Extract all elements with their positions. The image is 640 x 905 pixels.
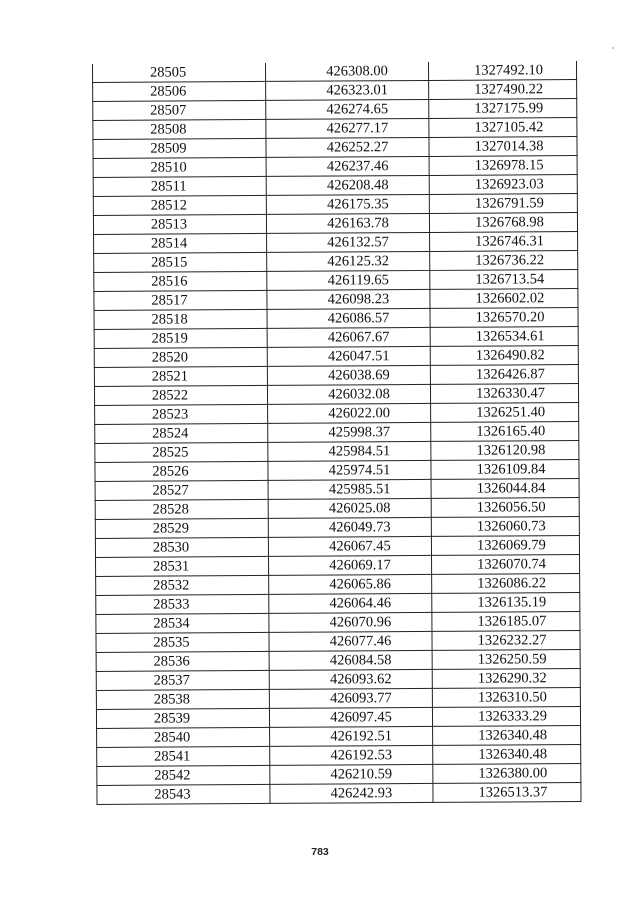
table-row	[93, 156, 577, 178]
table-row	[94, 365, 578, 387]
table-row	[97, 726, 581, 748]
x-coordinate-cell: 426242.93	[270, 784, 433, 804]
coordinate-table-body	[92, 61, 581, 805]
point-id-cell: 28510	[93, 158, 266, 178]
y-coordinate-cell: 1326135.19	[432, 593, 580, 613]
point-id-cell: 28525	[95, 443, 268, 463]
x-coordinate-cell: 426323.01	[266, 81, 429, 101]
y-coordinate-cell: 1326165.40	[431, 422, 579, 442]
x-coordinate-cell: 426175.35	[266, 195, 429, 215]
x-coordinate-cell: 426125.32	[267, 252, 430, 272]
point-id-cell: 28518	[94, 310, 267, 330]
point-id-cell: 28542	[97, 766, 270, 786]
y-coordinate-cell: 1326380.00	[433, 764, 581, 784]
table-row	[96, 669, 580, 691]
y-coordinate-cell: 1326109.84	[431, 460, 579, 480]
y-coordinate-cell: 1326290.32	[432, 669, 580, 689]
x-coordinate-cell: 426038.69	[267, 366, 430, 386]
y-coordinate-cell: 1326060.73	[431, 517, 579, 537]
x-coordinate-cell: 426132.57	[267, 233, 430, 253]
point-id-cell: 28512	[93, 196, 266, 216]
table-row	[95, 498, 579, 520]
x-coordinate-cell: 426097.45	[269, 708, 432, 728]
table-row	[93, 99, 577, 121]
x-coordinate-cell: 426065.86	[269, 575, 432, 595]
x-coordinate-cell: 426192.51	[270, 727, 433, 747]
point-id-cell: 28506	[93, 82, 266, 102]
table-row	[94, 251, 578, 273]
y-coordinate-cell: 1327175.99	[429, 99, 577, 119]
table-row	[97, 764, 581, 786]
y-coordinate-cell: 1326768.98	[429, 213, 577, 233]
point-id-cell: 28523	[95, 405, 268, 425]
point-id-cell: 28524	[95, 424, 268, 444]
table-row	[96, 631, 580, 653]
y-coordinate-cell: 1326070.74	[432, 555, 580, 575]
point-id-cell: 28513	[93, 215, 266, 235]
y-coordinate-cell: 1326250.59	[432, 650, 580, 670]
table-row	[96, 574, 580, 596]
x-coordinate-cell: 425984.51	[268, 442, 431, 462]
x-coordinate-cell: 426022.00	[268, 404, 431, 424]
table-row	[93, 118, 577, 140]
y-coordinate-cell: 1327492.10	[428, 61, 576, 81]
point-id-cell: 28516	[94, 272, 267, 292]
table-row	[93, 213, 577, 235]
y-coordinate-cell: 1326791.59	[429, 194, 577, 214]
x-coordinate-cell: 426025.08	[268, 499, 431, 519]
point-id-cell: 28540	[97, 728, 270, 748]
point-id-cell: 28530	[95, 538, 268, 558]
x-coordinate-cell: 426049.73	[268, 518, 431, 538]
point-id-cell: 28533	[96, 595, 269, 615]
point-id-cell: 28532	[96, 576, 269, 596]
x-coordinate-cell: 426093.77	[269, 689, 432, 709]
table-row	[93, 80, 577, 102]
x-coordinate-cell: 426277.17	[266, 119, 429, 139]
point-id-cell: 28527	[95, 481, 268, 501]
point-id-cell: 28536	[96, 652, 269, 672]
table-row	[94, 270, 578, 292]
table-row	[92, 61, 576, 83]
y-coordinate-cell: 1326602.02	[430, 289, 578, 309]
y-coordinate-cell: 1326232.27	[432, 631, 580, 651]
y-coordinate-cell: 1326340.48	[433, 726, 581, 746]
point-id-cell: 28531	[96, 557, 269, 577]
y-coordinate-cell: 1326120.98	[431, 441, 579, 461]
table-row	[97, 745, 581, 767]
x-coordinate-cell: 426252.27	[266, 138, 429, 158]
point-id-cell: 28538	[96, 690, 269, 710]
y-coordinate-cell: 1326044.84	[431, 479, 579, 499]
table-row	[94, 346, 578, 368]
y-coordinate-cell: 1326490.82	[430, 346, 578, 366]
x-coordinate-cell: 426064.46	[269, 594, 432, 614]
table-row	[95, 403, 579, 425]
y-coordinate-cell: 1326330.47	[430, 384, 578, 404]
table-row	[94, 327, 578, 349]
table-row	[93, 194, 577, 216]
y-coordinate-cell: 1326736.22	[430, 251, 578, 271]
point-id-cell: 28535	[96, 633, 269, 653]
x-coordinate-cell: 426086.57	[267, 309, 430, 329]
table-row	[94, 384, 578, 406]
table-row	[97, 783, 581, 805]
table-row	[96, 688, 580, 710]
y-coordinate-cell: 1326746.31	[430, 232, 578, 252]
table-row	[96, 555, 580, 577]
point-id-cell: 28526	[95, 462, 268, 482]
point-id-cell: 28529	[95, 519, 268, 539]
x-coordinate-cell: 426308.00	[265, 62, 428, 82]
point-id-cell: 28514	[94, 234, 267, 254]
y-coordinate-cell: 1326069.79	[431, 536, 579, 556]
x-coordinate-cell: 426067.45	[268, 537, 431, 557]
y-coordinate-cell: 1326713.54	[430, 270, 578, 290]
point-id-cell: 28534	[96, 614, 269, 634]
scan-speck	[612, 47, 614, 49]
x-coordinate-cell: 426119.65	[267, 271, 430, 291]
x-coordinate-cell: 426093.62	[269, 670, 432, 690]
x-coordinate-cell: 426208.48	[266, 176, 429, 196]
x-coordinate-cell: 426084.58	[269, 651, 432, 671]
table-row	[95, 460, 579, 482]
x-coordinate-cell: 426163.78	[266, 214, 429, 234]
point-id-cell: 28508	[93, 120, 266, 140]
table-row	[94, 289, 578, 311]
table-row	[94, 308, 578, 330]
x-coordinate-cell: 426192.53	[270, 746, 433, 766]
x-coordinate-cell: 425974.51	[268, 461, 431, 481]
table-row	[95, 536, 579, 558]
y-coordinate-cell: 1326978.15	[429, 156, 577, 176]
point-id-cell: 28507	[93, 101, 266, 121]
x-coordinate-cell: 426274.65	[266, 100, 429, 120]
y-coordinate-cell: 1326185.07	[432, 612, 580, 632]
point-id-cell: 28517	[94, 291, 267, 311]
point-id-cell: 28520	[94, 348, 267, 368]
point-id-cell: 28519	[94, 329, 267, 349]
x-coordinate-cell: 426077.46	[269, 632, 432, 652]
coordinate-table	[92, 61, 582, 805]
y-coordinate-cell: 1326426.87	[430, 365, 578, 385]
y-coordinate-cell: 1326086.22	[432, 574, 580, 594]
coordinate-table-wrapper	[92, 61, 581, 805]
table-row	[96, 612, 580, 634]
point-id-cell: 28537	[96, 671, 269, 691]
y-coordinate-cell: 1326513.37	[433, 783, 581, 803]
point-id-cell: 28543	[97, 785, 270, 805]
x-coordinate-cell: 425998.37	[268, 423, 431, 443]
x-coordinate-cell: 426067.67	[267, 328, 430, 348]
point-id-cell: 28521	[94, 367, 267, 387]
y-coordinate-cell: 1326534.61	[430, 327, 578, 347]
table-row	[96, 593, 580, 615]
table-row	[95, 441, 579, 463]
table-row	[95, 422, 579, 444]
y-coordinate-cell: 1326570.20	[430, 308, 578, 328]
y-coordinate-cell: 1327105.42	[429, 118, 577, 138]
point-id-cell: 28541	[97, 747, 270, 767]
point-id-cell: 28509	[93, 139, 266, 159]
x-coordinate-cell: 426098.23	[267, 290, 430, 310]
y-coordinate-cell: 1326340.48	[433, 745, 581, 765]
point-id-cell: 28505	[92, 63, 265, 83]
x-coordinate-cell: 426070.96	[269, 613, 432, 633]
y-coordinate-cell: 1326251.40	[431, 403, 579, 423]
x-coordinate-cell: 426069.17	[269, 556, 432, 576]
point-id-cell: 28515	[94, 253, 267, 273]
y-coordinate-cell: 1327490.22	[429, 80, 577, 100]
point-id-cell: 28522	[94, 386, 267, 406]
y-coordinate-cell: 1326056.50	[431, 498, 579, 518]
table-row	[94, 232, 578, 254]
point-id-cell: 28539	[96, 709, 269, 729]
y-coordinate-cell: 1327014.38	[429, 137, 577, 157]
table-row	[96, 650, 580, 672]
table-row	[93, 137, 577, 159]
table-row	[96, 707, 580, 729]
table-row	[93, 175, 577, 197]
x-coordinate-cell: 426047.51	[267, 347, 430, 367]
y-coordinate-cell: 1326333.29	[432, 707, 580, 727]
page-number: 783	[311, 846, 329, 858]
y-coordinate-cell: 1326923.03	[429, 175, 577, 195]
x-coordinate-cell: 425985.51	[268, 480, 431, 500]
table-row	[95, 479, 579, 501]
y-coordinate-cell: 1326310.50	[432, 688, 580, 708]
point-id-cell: 28511	[93, 177, 266, 197]
table-row	[95, 517, 579, 539]
x-coordinate-cell: 426210.59	[270, 765, 433, 785]
x-coordinate-cell: 426237.46	[266, 157, 429, 177]
point-id-cell: 28528	[95, 500, 268, 520]
x-coordinate-cell: 426032.08	[267, 385, 430, 405]
